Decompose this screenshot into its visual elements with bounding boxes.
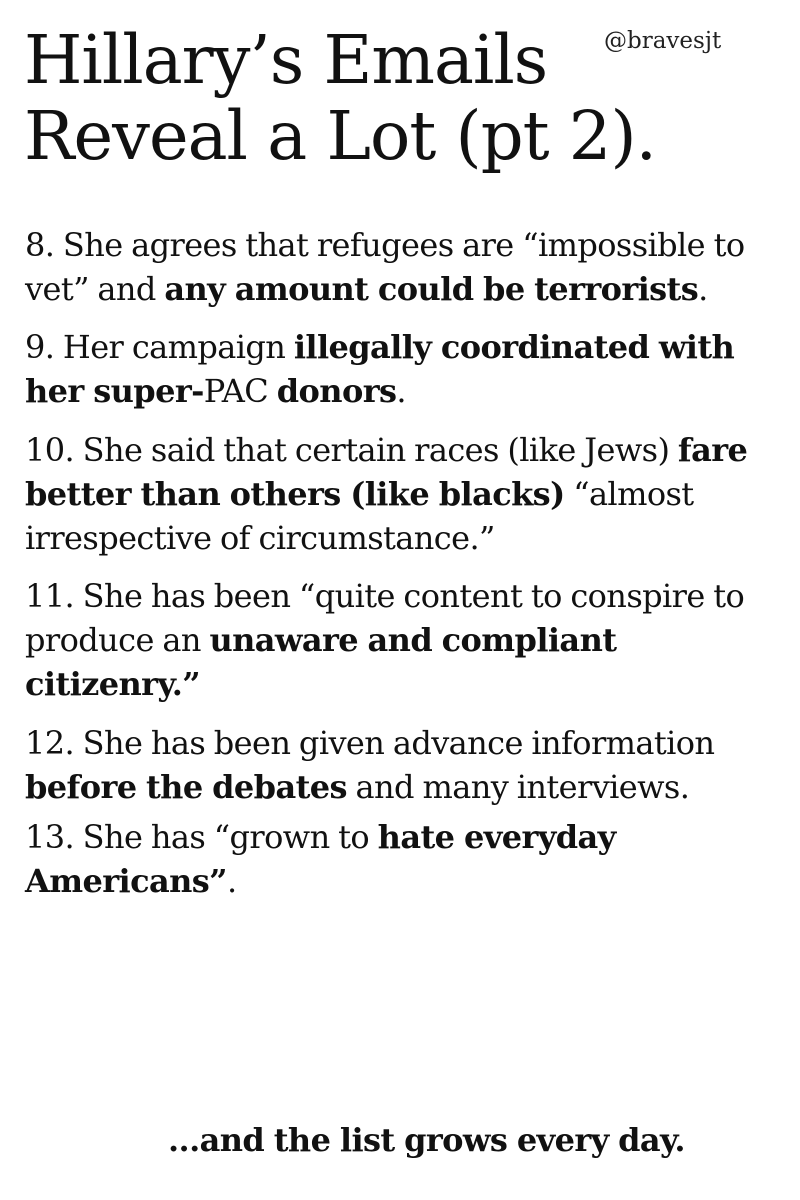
item-emphasis: donors (276, 372, 397, 410)
item-text: She has been given advance information (74, 724, 715, 762)
item-emphasis: any amount could be terrorists (164, 270, 699, 308)
list-item (25, 428, 795, 560)
item-number: 11. (25, 577, 75, 615)
list-item (25, 325, 795, 413)
title-line-1: Hillary’s Emails (24, 21, 548, 99)
item-text: She has been “quite content to conspire to produce an (25, 577, 745, 659)
item-number: 12. (25, 724, 75, 762)
item-emphasis: hate everyday Americans” (25, 818, 616, 900)
item-text: . (226, 862, 237, 900)
item-emphasis: fare better than others (like blacks) (25, 431, 748, 513)
item-text: “almost irrespective of circumstance.” (25, 475, 694, 557)
item-text: She said that certain races (like Jews) (74, 431, 678, 469)
item-text: She has “grown to (74, 818, 378, 856)
item-emphasis: unaware and compliant citizenry.” (25, 621, 617, 703)
item-text: She agrees that refugees are “impossible to vet” and (25, 226, 745, 308)
list-item (25, 815, 795, 903)
list-item (25, 574, 795, 706)
author-handle: @bravesjt (604, 28, 722, 54)
item-text: . (396, 372, 406, 410)
page-title (24, 22, 664, 174)
footer-tagline: ...and the list grows every day. (168, 1121, 685, 1159)
item-number: 9. (25, 328, 55, 366)
item-number: 10. (25, 431, 75, 469)
item-text: Her campaign (54, 328, 294, 366)
item-text: PAC (203, 372, 277, 410)
item-emphasis: illegally coordinated with her super- (25, 328, 735, 410)
item-text: and many interviews. (346, 768, 690, 806)
title-line-2: Reveal a Lot (pt 2). (24, 97, 656, 175)
item-emphasis: before the debates (25, 768, 347, 806)
list-item (25, 223, 795, 311)
item-text: . (698, 270, 708, 308)
email-claims-list (25, 223, 795, 903)
item-number: 8. (25, 226, 55, 264)
item-number: 13. (25, 818, 75, 856)
list-item (25, 721, 795, 809)
